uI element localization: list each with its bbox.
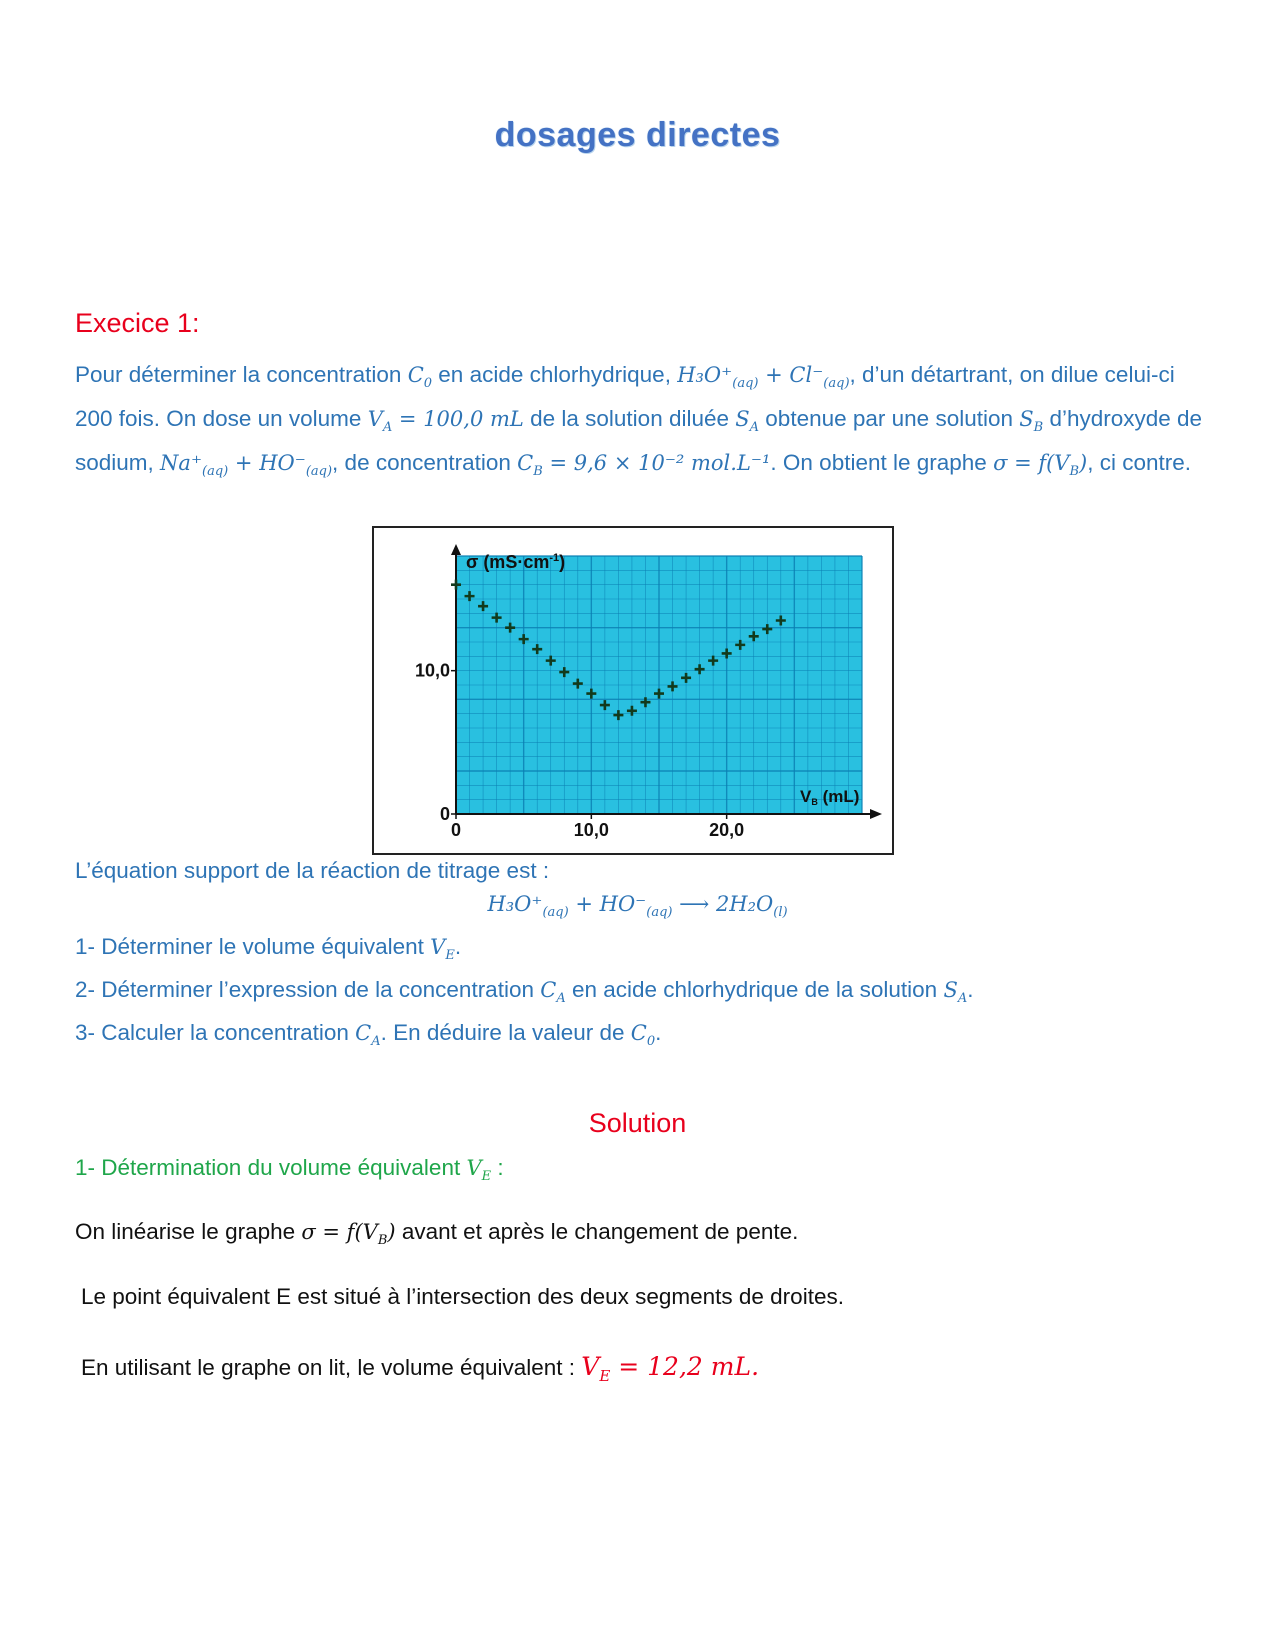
sb-var: $S_B$	[1019, 407, 1044, 436]
question-3: 3- Calculer la concentration $C_A$. En déduire la valeur de $C_0$.	[75, 1020, 662, 1050]
equation-mid: + $HO^-_{(aq)}$	[568, 892, 673, 921]
intro-text-5: obtenue par une solution	[759, 406, 1020, 431]
intro-text-4: de la solution diluée	[523, 406, 736, 431]
ve-result: $V_E = 12,2$ mL.	[581, 1352, 760, 1385]
y-axis-arrow	[451, 544, 461, 555]
x-axis-label: VB (mL)	[800, 787, 860, 807]
solution-heading: Solution	[588, 1108, 687, 1138]
c0-var-2: $C_0$	[630, 1021, 656, 1050]
intro-text-1: Pour déterminer la concentration	[75, 362, 408, 387]
question-2: 2- Déterminer l’expression de la concentration $C_A$ en acide chlorhydrique de la solution $S_A$.	[75, 977, 974, 1007]
solution-step-1: 1- Détermination du volume équivalent $V_E$ :	[75, 1155, 504, 1185]
exercise-heading: Execice 1:	[75, 308, 200, 338]
x-axis-arrow	[870, 809, 882, 819]
y-tick-label: 10,0	[414, 660, 450, 681]
ca-var: $C_A$	[540, 978, 566, 1007]
c0-var: $C_0$	[407, 363, 433, 392]
h3o-ion: $H_3O^+_{(aq)}$	[677, 363, 759, 392]
intro-text-3: , d’un détartrant, on dilue celui-ci 200 fois. On dose un volume	[75, 362, 1175, 431]
equation-right: ⟶ $2H_2O_{(l)}$	[672, 892, 788, 921]
solution-paragraph-3: En utilisant le graphe on lit, le volume équivalent : $V_E = 12,2$ mL.	[81, 1352, 760, 1385]
page-title: dosages directes	[494, 116, 781, 154]
y-tick-label: 0	[439, 804, 450, 824]
conductivity-graph	[372, 526, 894, 855]
equation-left: $H_3O^+_{(aq)}$	[487, 892, 569, 921]
intro-text-6: d’hydroxyde de sodium,	[75, 406, 1203, 475]
solution-paragraph-1: On linéarise le graphe $\sigma = f(V_B)$ avant et après le changement de pente.	[75, 1219, 799, 1249]
equation-label: L’équation support de la réaction de titrage est :	[75, 858, 550, 883]
x-tick-label: 20,0	[709, 820, 745, 840]
sigma-expression-2: $\sigma = f(V_B)$	[301, 1220, 396, 1249]
x-tick-label: 0	[450, 820, 462, 840]
ve-var-solution: $V_E$	[466, 1156, 492, 1185]
exercise-intro: Pour déterminer la concentration $C_0$ en acide chlorhydrique, $H_3O^+_{(aq)} + Cl^-_{(aq)}$, d’un détartrant, on dilue celui-ci 200 fois. On dose un volume $V_A = 100,0$ mL de la solution diluée $S_A$ obtenue par une solution $S_B$ d’hydroxyde de sodium, $Na^+_{(aq)} + HO^-_{(aq)}$, de concentration $C_B = 9,6 \times 10^{-2}$ mol.L⁻¹. On obtient le graphe $\sigma = f(V_B)$, ci contre.	[75, 362, 1203, 480]
na-ion: $Na^+_{(aq)}$	[160, 451, 229, 480]
ve-var: $V_E$	[430, 935, 455, 964]
y-axis-label: σ $(mS\cdot cm^{-1})$	[466, 552, 566, 572]
solution-paragraph-2: Le point équivalent E est situé à l’intersection des deux segments de droites.	[81, 1284, 844, 1309]
cl-ion: $Cl^-_{(aq)}$	[789, 363, 850, 392]
question-1: 1- Déterminer le volume équivalent $V_E$.	[75, 934, 462, 964]
ho-ion: $HO^-_{(aq)}$	[259, 451, 333, 480]
sigma-expression: $\sigma = f(V_B)$	[993, 451, 1088, 480]
sa-var: $S_A$	[735, 407, 760, 436]
titration-equation	[0, 892, 1275, 921]
x-tick-label: 10,0	[573, 820, 609, 840]
chart-svg	[374, 528, 892, 853]
cb-var: $C_B = 9,6 \times 10^{-2}$ mol.L⁻¹	[517, 451, 771, 480]
ca-var-2: $C_A$	[355, 1021, 381, 1050]
intro-text-8: . On obtient le graphe	[770, 450, 994, 475]
intro-text-7: , de concentration	[332, 450, 518, 475]
intro-text-9: , ci contre.	[1087, 450, 1192, 475]
intro-text-2: en acide chlorhydrique,	[432, 362, 678, 387]
sa-var-2: $S_A$	[943, 978, 968, 1007]
va-var: $V_A = 100,0$ mL	[367, 407, 524, 436]
